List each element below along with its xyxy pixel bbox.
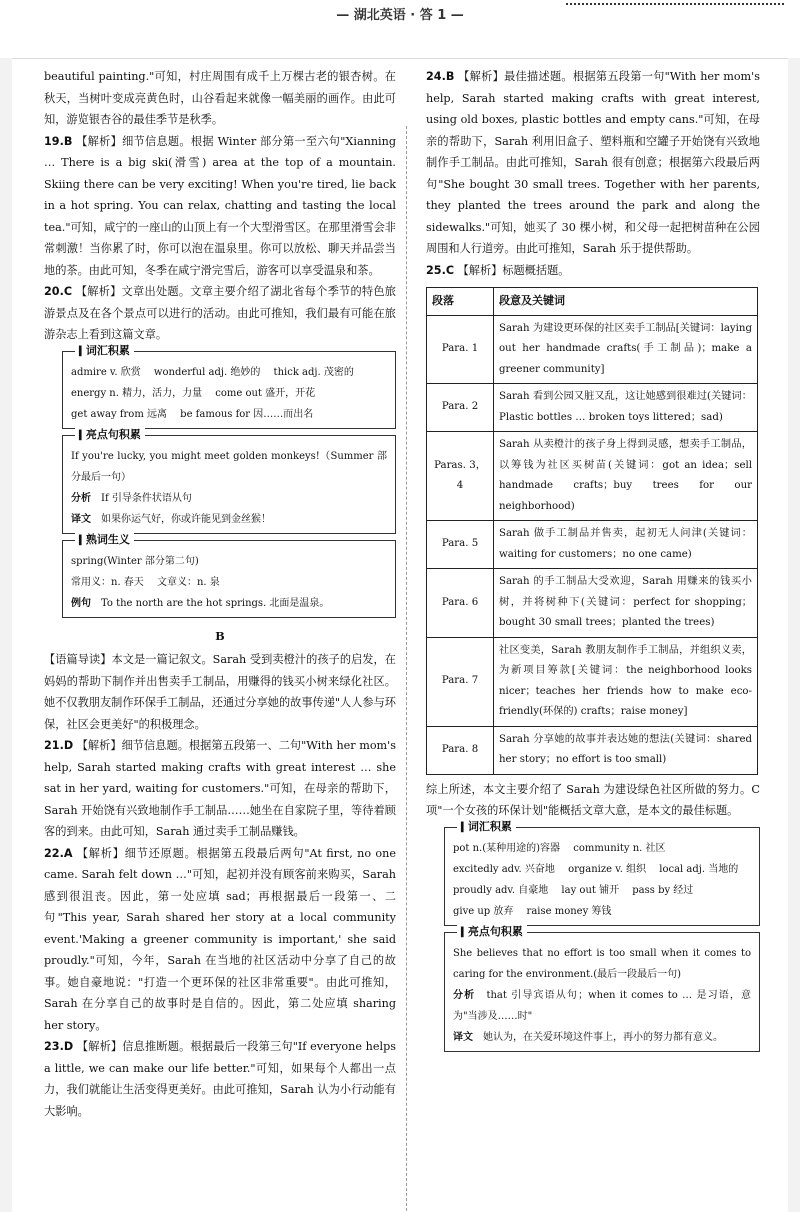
question-number: 24.B — [426, 70, 455, 83]
answer-text: 【解析】细节信息题。根据 Winter 部分第一至六句"Xianning … There is a big ski(滑雪) area at the top of a mountain. Skiing there can be very exciting! When you're tired, lie back in a hot spring. You can relax, chatting and tasting the local tea."可知，咸宁的一座山的山顶上有一个大型滑雪区。在那里滑雪会非常刺激！当你累了时，你可以泡在温泉里。你可以放松、聊天并品尝当地的茶。由此可知，冬季在咸宁滑完雪后，游客可以享受温泉和茶。 — [44, 134, 396, 277]
vocab-line: energy n. 精力，活力，力量 come out 盛开，开花 — [71, 387, 316, 399]
table-cell-text: Sarah 为建设更环保的社区卖手工制品[关键词：laying out her handmade crafts(手工制品)；make a greener community] — [494, 315, 758, 384]
table-cell-para: Para. 2 — [427, 384, 494, 432]
sentence-box — [444, 924, 760, 1052]
table-cell-para: Paras. 3，4 — [427, 432, 494, 521]
table-cell-text: Sarah 看到公园又脏又乱，这让她感到很难过(关键词：Plastic bottles … broken toys littered；sad) — [494, 384, 758, 432]
vocab-line: proudly adv. 自豪地 lay out 铺开 pass by 经过 — [453, 884, 694, 896]
analysis-text: If 引导条件状语从句 — [101, 492, 192, 504]
sentence-line: She believes that no effort is too small when it comes to caring for the environment.(最后一段最后一句) — [453, 947, 751, 980]
answer-text: 【解析】细节信息题。根据第五段第一、二句"With her mom's help, Sarah started making crafts with great interest … she sat in her yard, waiting for customers."可知，在母亲的帮助下，Sarah 开始饶有兴致地制作手工制品……她坐在自家院子里，等待着顾客的到来。由此可知，Sarah 通过卖手工制品赚钱。 — [44, 739, 396, 838]
vocab-line: give up 放弃 raise money 筹钱 — [453, 905, 612, 917]
sentence-line: If you're lucky, you might meet golden monkeys!（Summer 部分最后一句） — [71, 450, 387, 483]
question-number: 25.C — [426, 263, 455, 277]
answer-24 — [426, 66, 760, 260]
example-text: To the north are the hot springs. 北面是温泉。 — [101, 597, 330, 609]
table-cell-para: Para. 6 — [427, 569, 494, 638]
vocab-box-title: ▍ 词汇积累 — [457, 819, 516, 836]
table-row — [427, 569, 758, 638]
table-row — [427, 315, 758, 384]
translation-tag: 译文 — [453, 1031, 473, 1043]
answer-20 — [44, 281, 396, 346]
answer-text: 【解析】文章出处题。文章主要介绍了湖北省每个季节的特色旅游景点及在各个景点可以进行的活动。由此可推知，我们最有可能在旅游杂志上看到这篇文章。 — [44, 285, 396, 341]
analysis-tag: 分析 — [71, 492, 91, 504]
vocab-line: pot n.(某种用途的)容器 community n. 社区 — [453, 842, 666, 854]
answer-text: 【解析】标题概括题。 — [457, 263, 570, 277]
word-line: 常用义：n. 春天 文章义：n. 泉 — [71, 576, 220, 588]
summary-paragraph: 综上所述，本文主要介绍了 Sarah 为建设绿色社区所做的努力。C 项"一个女孩的环保计划"能概括文章大意，是本文的最佳标题。 — [426, 782, 760, 817]
vocab-line: admire v. 欣赏 wonderful adj. 绝妙的 thick adj. 茂密的 — [71, 366, 354, 378]
table-cell-text: Sarah 分享她的故事并表达她的想法(关键词：shared her story；no effort is too small) — [494, 726, 758, 774]
top-bar — [0, 0, 800, 58]
word-box-title: ▍ 熟词生义 — [75, 532, 134, 549]
vocab-line: excitedly adv. 兴奋地 organize v. 组织 local adj. 当地的 — [453, 863, 739, 875]
table-cell-para: Para. 7 — [427, 637, 494, 726]
table-row — [427, 637, 758, 726]
question-number: 23.D — [44, 1040, 74, 1053]
answer-19 — [44, 131, 396, 282]
table-cell-text: 社区变美，Sarah 教朋友制作手工制品，并组织义卖，为新项目筹款[关键词：the neighborhood looks nicer；teaches her friends how to make eco-friendly(环保的) crafts；raise money] — [494, 637, 758, 726]
left-column — [44, 66, 396, 1122]
answer-21 — [44, 735, 396, 843]
section-heading: B — [215, 628, 225, 643]
guide-paragraph: 【语篇导读】本文是一篇记叙文。Sarah 受到卖橙汁的孩子的启发，在妈妈的帮助下制作并出售卖手工制品，用赚得的钱买小树来绿化社区。她不仅教朋友制作环保手工制品，还通过分享她的故事传递"人人参与环保，社区会更美好"的积极理念。 — [44, 653, 396, 731]
vocab-box — [444, 819, 760, 926]
translation-tag: 译文 — [71, 513, 91, 525]
table-cell-para: Para. 5 — [427, 521, 494, 569]
analysis-tag: 分析 — [453, 989, 476, 1001]
question-number: 20.C — [44, 285, 73, 298]
example-line — [71, 593, 387, 614]
sentence-box-title: ▍ 亮点句积累 — [75, 427, 145, 444]
table-row — [427, 384, 758, 432]
vocab-box — [62, 343, 396, 429]
analysis-line — [453, 985, 751, 1027]
table-header-summary: 段意及关键词 — [494, 288, 758, 316]
example-tag: 例句 — [71, 597, 91, 609]
answer-22 — [44, 843, 396, 1037]
table-row — [427, 432, 758, 521]
question-number: 19.B — [44, 134, 73, 148]
translation-text: 如果你运气好，你或许能见到金丝猴！ — [101, 513, 271, 525]
paragraph-continued: beautiful painting."可知，村庄周围有成千上万棵古老的银杏树。在秋天，当树叶变成亮黄色时，山谷看起来就像一幅美丽的画作。由此可知，游览银杏谷的最佳季节是秋季。 — [44, 70, 396, 126]
paragraph-table — [426, 287, 758, 775]
answer-text: 【解析】信息推断题。根据最后一段第三句"If everyone helps a little, we can make our life better."可知，如果每个人都出一点力，我们就能让生活变得更美好。由此可推知，Sarah 认为小行动能有大影响。 — [44, 1040, 396, 1118]
answer-25 — [426, 260, 760, 282]
translation-text: 她认为，在关爱环境这件事上，再小的努力都有意义。 — [483, 1031, 723, 1043]
answer-text: 【解析】最佳描述题。根据第五段第一句"With her mom's help, Sarah started making crafts with great interest, using old boxes, plastic bottles and empty cans."可知，在母亲的帮助下，Sarah 利用旧盒子、塑料瓶和空罐子开始饶有兴致地制作手工制品。由此可推知，Sarah 很有创意；根据第六段最后两句"She bought 30 small trees. Together with her parents, they planted the trees around the park and along the sidewalks."可知，她买了 30 棵小树，和父母一起把树苗种在公园周围和人行道旁。由此可推知，Sarah 乐于提供帮助。 — [426, 70, 760, 255]
table-header-para: 段落 — [427, 288, 494, 316]
table-cell-text: Sarah 的手工制品大受欢迎，Sarah 用赚来的钱买小树，并将树种下(关键词：perfect for shopping；bought 30 small trees；planted the trees) — [494, 569, 758, 638]
translation-line — [71, 509, 387, 530]
question-number: 22.A — [44, 846, 73, 860]
column-divider — [406, 126, 408, 1211]
vocab-line: get away from 远离 be famous for 因……而出名 — [71, 408, 314, 420]
table-cell-para: Para. 1 — [427, 315, 494, 384]
answer-text: 【解析】细节还原题。根据第五段最后两句"At first, no one came. Sarah felt down …"可知，起初并没有顾客前来购买，Sarah 感到很沮丧。因此，第一处应填 sad；再根据最后一段第一、二句"This year, Sarah shared her story at a local community event.'Making a greener community is important,' she said proudly."可知，今年，Sarah 在当地的社区活动中分享了自己的故事。她自豪地说："打造一个更环保的社区非常重要"。由此可推知，Sarah 在分享自己的故事时是自信的。因此，第二处应填 sharing her story。 — [44, 846, 396, 1032]
table-cell-para: Para. 8 — [427, 726, 494, 774]
sentence-box — [62, 427, 396, 534]
table-row — [427, 521, 758, 569]
right-column — [426, 66, 760, 1058]
table-row — [427, 726, 758, 774]
analysis-text: that 引导宾语从句；when it comes to … 是习语，意为"当涉及……时" — [453, 989, 752, 1022]
table-header-row — [427, 288, 758, 316]
table-cell-text: Sarah 从卖橙汁的孩子身上得到灵感，想卖手工制品，以筹钱为社区买树苗(关键词：got an idea；sell handmade crafts；buy trees for our neighborhood) — [494, 432, 758, 521]
word-line: spring(Winter 部分第二句) — [71, 555, 199, 567]
table-cell-text: Sarah 做手工制品并售卖，起初无人问津(关键词：waiting for customers；no one came) — [494, 521, 758, 569]
sentence-box-title: ▍ 亮点句积累 — [457, 924, 527, 941]
vocab-box-title: ▍ 词汇积累 — [75, 343, 134, 360]
answer-23 — [44, 1036, 396, 1122]
analysis-line — [71, 488, 387, 509]
translation-line — [453, 1027, 751, 1048]
page-header: — 湖北英语 · 答 1 — — [336, 8, 464, 23]
question-number: 21.D — [44, 739, 74, 752]
word-box — [62, 532, 396, 618]
